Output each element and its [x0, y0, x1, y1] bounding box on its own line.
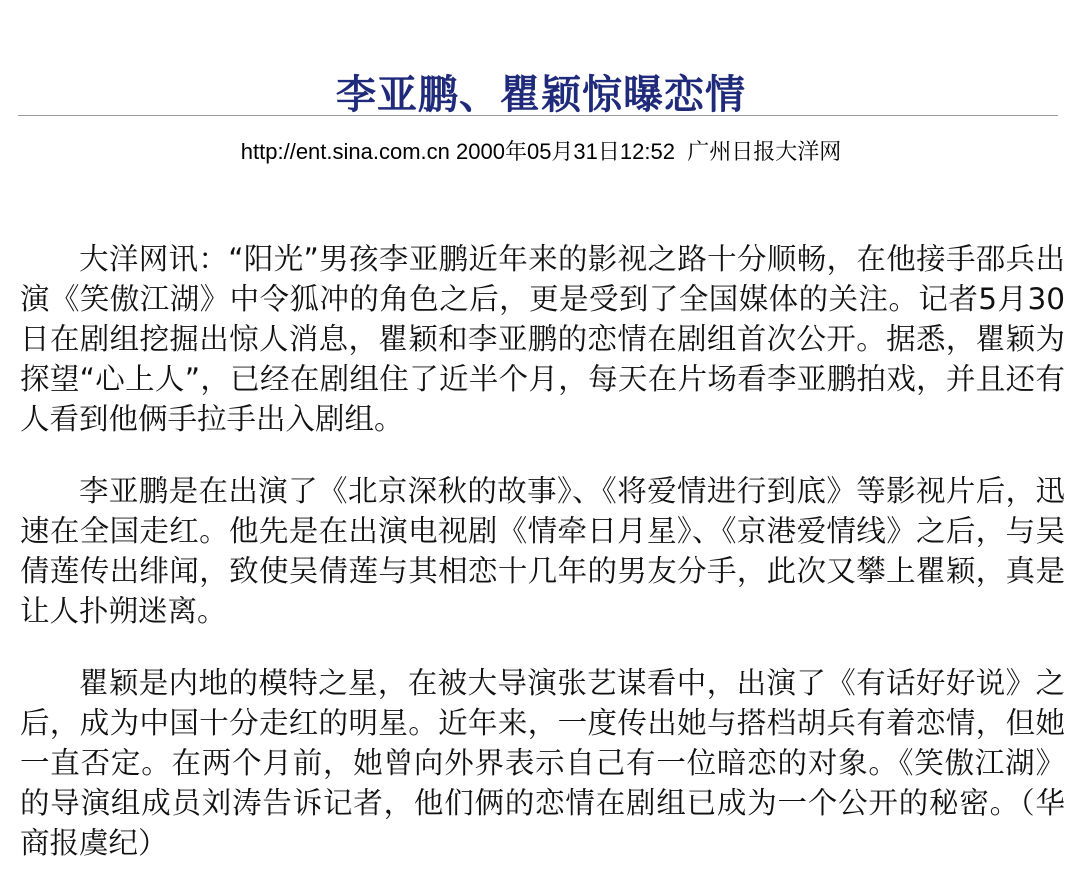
article-title: 李亚鹏、瞿颖惊曝恋情	[336, 70, 746, 118]
paragraph-2: 李亚鹏是在出演了《北京深秋的故事》、《将爱情进行到底》等影视片后，迅速在全国走红。他先是在出演电视剧《情牵日月星》、《京港爱情线》之后，与吴倩莲传出绯闻，致使吴倩莲与其相恋十几年的男友分手，此次又攀上瞿颖，真是让人扑朔迷离。	[20, 474, 1065, 628]
source-url: http://ent.sina.com.cn	[240, 139, 450, 164]
publish-datetime: 2000年05月31日12:52	[456, 139, 675, 164]
title-divider	[18, 115, 1058, 116]
article-byline	[0, 136, 1082, 168]
paragraph-3: 瞿颖是内地的模特之星，在被大导演张艺谋看中，出演了《有话好好说》之后，成为中国十分走红的明星。近年来，一度传出她与搭档胡兵有着恋情，但她一直否定。在两个月前，她曾向外界表示自己有一位暗恋的对象。《笑傲江湖》的导演组成员刘涛告诉记者，他们俩的恋情在剧组已成为一个公开的秘密。（华商报虞纪）	[20, 666, 1065, 860]
source-name: 广州日报大洋网	[687, 139, 842, 164]
article-body	[20, 239, 1065, 895]
paragraph-1: 大洋网讯：“阳光”男孩李亚鹏近年来的影视之路十分顺畅，在他接手邵兵出演《笑傲江湖》中令狐冲的角色之后，更是受到了全国媒体的关注。记者5月30日在剧组挖掘出惊人消息，瞿颖和李亚鹏的恋情在剧组首次公开。据悉，瞿颖为探望“心上人”，已经在剧组住了近半个月，每天在片场看李亚鹏拍戏，并且还有人看到他俩手拉手出入剧组。	[20, 242, 1065, 436]
